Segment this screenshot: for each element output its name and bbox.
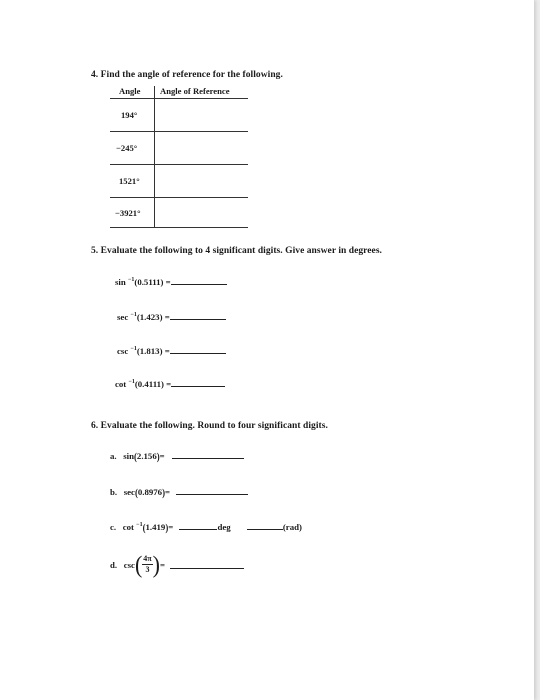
row-rule <box>110 164 248 165</box>
q4-title: 4. Find the angle of reference for the following. <box>91 70 283 80</box>
q5-item-cot <box>115 378 225 389</box>
inverse-exponent: −1 <box>127 277 135 283</box>
left-paren: ( <box>134 485 138 499</box>
left-paren: ( <box>133 449 137 463</box>
argument: 2.156 <box>136 451 157 461</box>
table-cell-angle: −3921° <box>115 208 141 218</box>
answer-blank-rad[interactable] <box>247 521 283 530</box>
denominator: 3 <box>145 565 150 574</box>
fn-name: cot <box>122 522 134 532</box>
equals: = <box>168 522 174 532</box>
argument: (1.813) = <box>136 346 170 356</box>
table-divider <box>154 86 155 227</box>
q5-item-sec <box>117 311 226 322</box>
answer-blank[interactable] <box>170 311 226 320</box>
argument: 1.419 <box>145 522 166 532</box>
q5-title: 5. Evaluate the following to 4 significant digits. Give answer in degrees. <box>91 246 382 256</box>
header-rule <box>110 98 248 99</box>
unit-deg: deg <box>217 522 231 532</box>
argument: (0.5111) = <box>134 277 171 287</box>
row-rule <box>110 197 248 198</box>
fn-name: sec <box>117 312 129 322</box>
right-paren: ) <box>152 550 160 578</box>
q6-item-b <box>110 486 248 497</box>
table-cell-angle: −245° <box>116 143 138 153</box>
inverse-exponent: −1 <box>136 522 143 528</box>
fn-name: sin <box>123 451 134 461</box>
table-header-reference: Angle of Reference <box>160 86 230 96</box>
fn-name: sin <box>115 277 126 287</box>
numerator: 4π <box>143 554 152 563</box>
right-paren: ) <box>165 520 169 534</box>
right-paren: ) <box>156 449 160 463</box>
answer-blank[interactable] <box>176 486 248 495</box>
answer-blank[interactable] <box>170 345 226 354</box>
q6-item-d <box>110 550 244 578</box>
argument: 0.8976 <box>137 487 163 497</box>
equals: = <box>159 559 165 570</box>
q6-title: 6. Evaluate the following. Round to four significant digits. <box>91 421 328 431</box>
q6-item-a <box>110 450 244 461</box>
table-cell-angle: 1521° <box>119 176 140 186</box>
row-rule <box>110 227 248 228</box>
reference-angle-table <box>108 84 250 230</box>
left-paren: ( <box>142 520 146 534</box>
equals: = <box>159 451 165 461</box>
unit-rad: (rad) <box>282 522 302 532</box>
table-cell-angle: 194° <box>121 110 138 120</box>
q6-item-c <box>110 521 302 532</box>
row-rule <box>110 131 248 132</box>
argument: (1.423) = <box>136 312 170 322</box>
q5-item-sin <box>115 276 227 287</box>
answer-blank[interactable] <box>170 560 244 569</box>
argument: (0.4111) = <box>134 379 172 389</box>
answer-blank[interactable] <box>172 450 244 459</box>
right-paren: ) <box>162 485 166 499</box>
answer-blank[interactable] <box>171 276 227 285</box>
inverse-exponent: −1 <box>128 379 135 385</box>
fn-name: csc <box>117 346 129 356</box>
item-label: d. <box>110 559 118 570</box>
fn-name: csc <box>123 559 135 570</box>
item-label: c. <box>110 522 117 532</box>
q5-item-csc <box>117 345 226 356</box>
fn-name: cot <box>115 379 127 389</box>
table-header-angle: Angle <box>119 86 141 96</box>
item-label: b. <box>110 487 118 497</box>
fn-name: sec <box>123 487 135 497</box>
answer-blank[interactable] <box>171 378 225 387</box>
item-label: a. <box>110 451 117 461</box>
answer-blank-deg[interactable] <box>179 521 217 530</box>
inverse-exponent: −1 <box>130 312 137 318</box>
left-paren: ( <box>134 550 143 578</box>
equals: = <box>165 487 171 497</box>
inverse-exponent: −1 <box>130 346 137 352</box>
fraction <box>142 554 152 575</box>
